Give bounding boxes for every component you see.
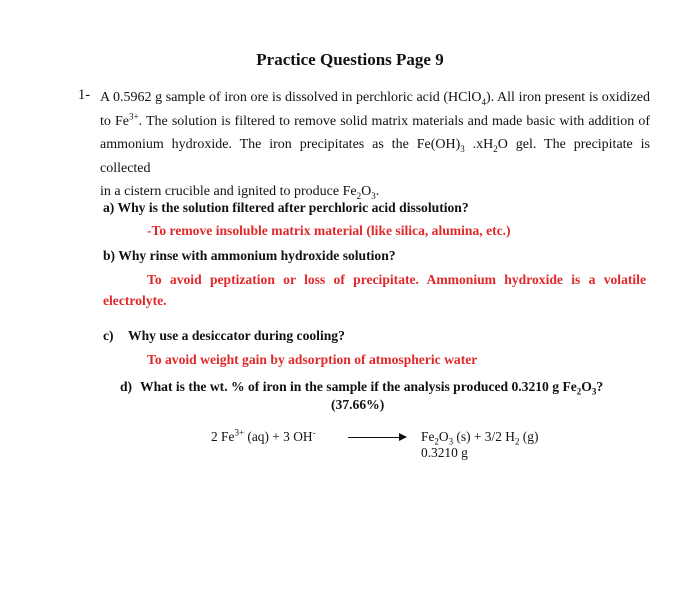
part-c-label: c) bbox=[103, 328, 114, 343]
part-b-answer-line-2: electrolyte. bbox=[103, 293, 167, 308]
equation-reactants: 2 $Fe^{3+}$ (aq) + 3 OH- bbox=[211, 427, 316, 444]
equation-products: $Fe_2O_3$ (s) + 3/2 $H_2$ (g) bbox=[421, 429, 539, 447]
question-1-paragraph bbox=[100, 86, 650, 204]
part-a-answer: -To remove insoluble matrix material (like silica, alumina, etc.) bbox=[147, 223, 511, 238]
reaction-arrow-head-icon bbox=[399, 433, 407, 441]
reaction-arrow-line bbox=[348, 437, 401, 438]
part-b-answer-line-1: To avoid peptization or loss of precipitate. Ammonium hydroxide is a volatile bbox=[147, 272, 646, 287]
paragraph-line-1: A 0.5962 g sample of iron ore is dissolved in perchloric acid (HClO$_4$). All iron present is oxidized bbox=[100, 90, 650, 107]
part-d-label: d) bbox=[120, 379, 133, 394]
product-mass: 0.3210 g bbox=[421, 445, 468, 460]
part-b-question: b) Why rinse with ammonium hydroxide solution? bbox=[103, 248, 396, 263]
paragraph-line-2: to $Fe^{3+}$. The solution is filtered to remove solid matrix materials and made basic with addition of bbox=[100, 110, 650, 129]
part-c-question: Why use a desiccator during cooling? bbox=[128, 328, 345, 343]
page-title: Practice Questions Page 9 bbox=[256, 50, 444, 69]
part-d-question: What is the wt. % of iron in the sample if the analysis produced 0.3210 g $Fe_2O_3$? bbox=[140, 379, 604, 397]
part-a-question: a) Why is the solution filtered after perchloric acid dissolution? bbox=[103, 200, 469, 215]
paragraph-line-3: ammonium hydroxide. The iron precipitates as the $Fe(OH)_3$ $.xH_2O$ gel. The precipitate is collected bbox=[100, 137, 651, 176]
part-c-answer: To avoid weight gain by adsorption of atmospheric water bbox=[147, 352, 478, 367]
part-d-answer: (37.66%) bbox=[331, 397, 385, 412]
paragraph-line-4: in a cistern crucible and ignited to produce $Fe_2O_3$. bbox=[100, 184, 380, 201]
question-number: 1- bbox=[78, 87, 91, 103]
